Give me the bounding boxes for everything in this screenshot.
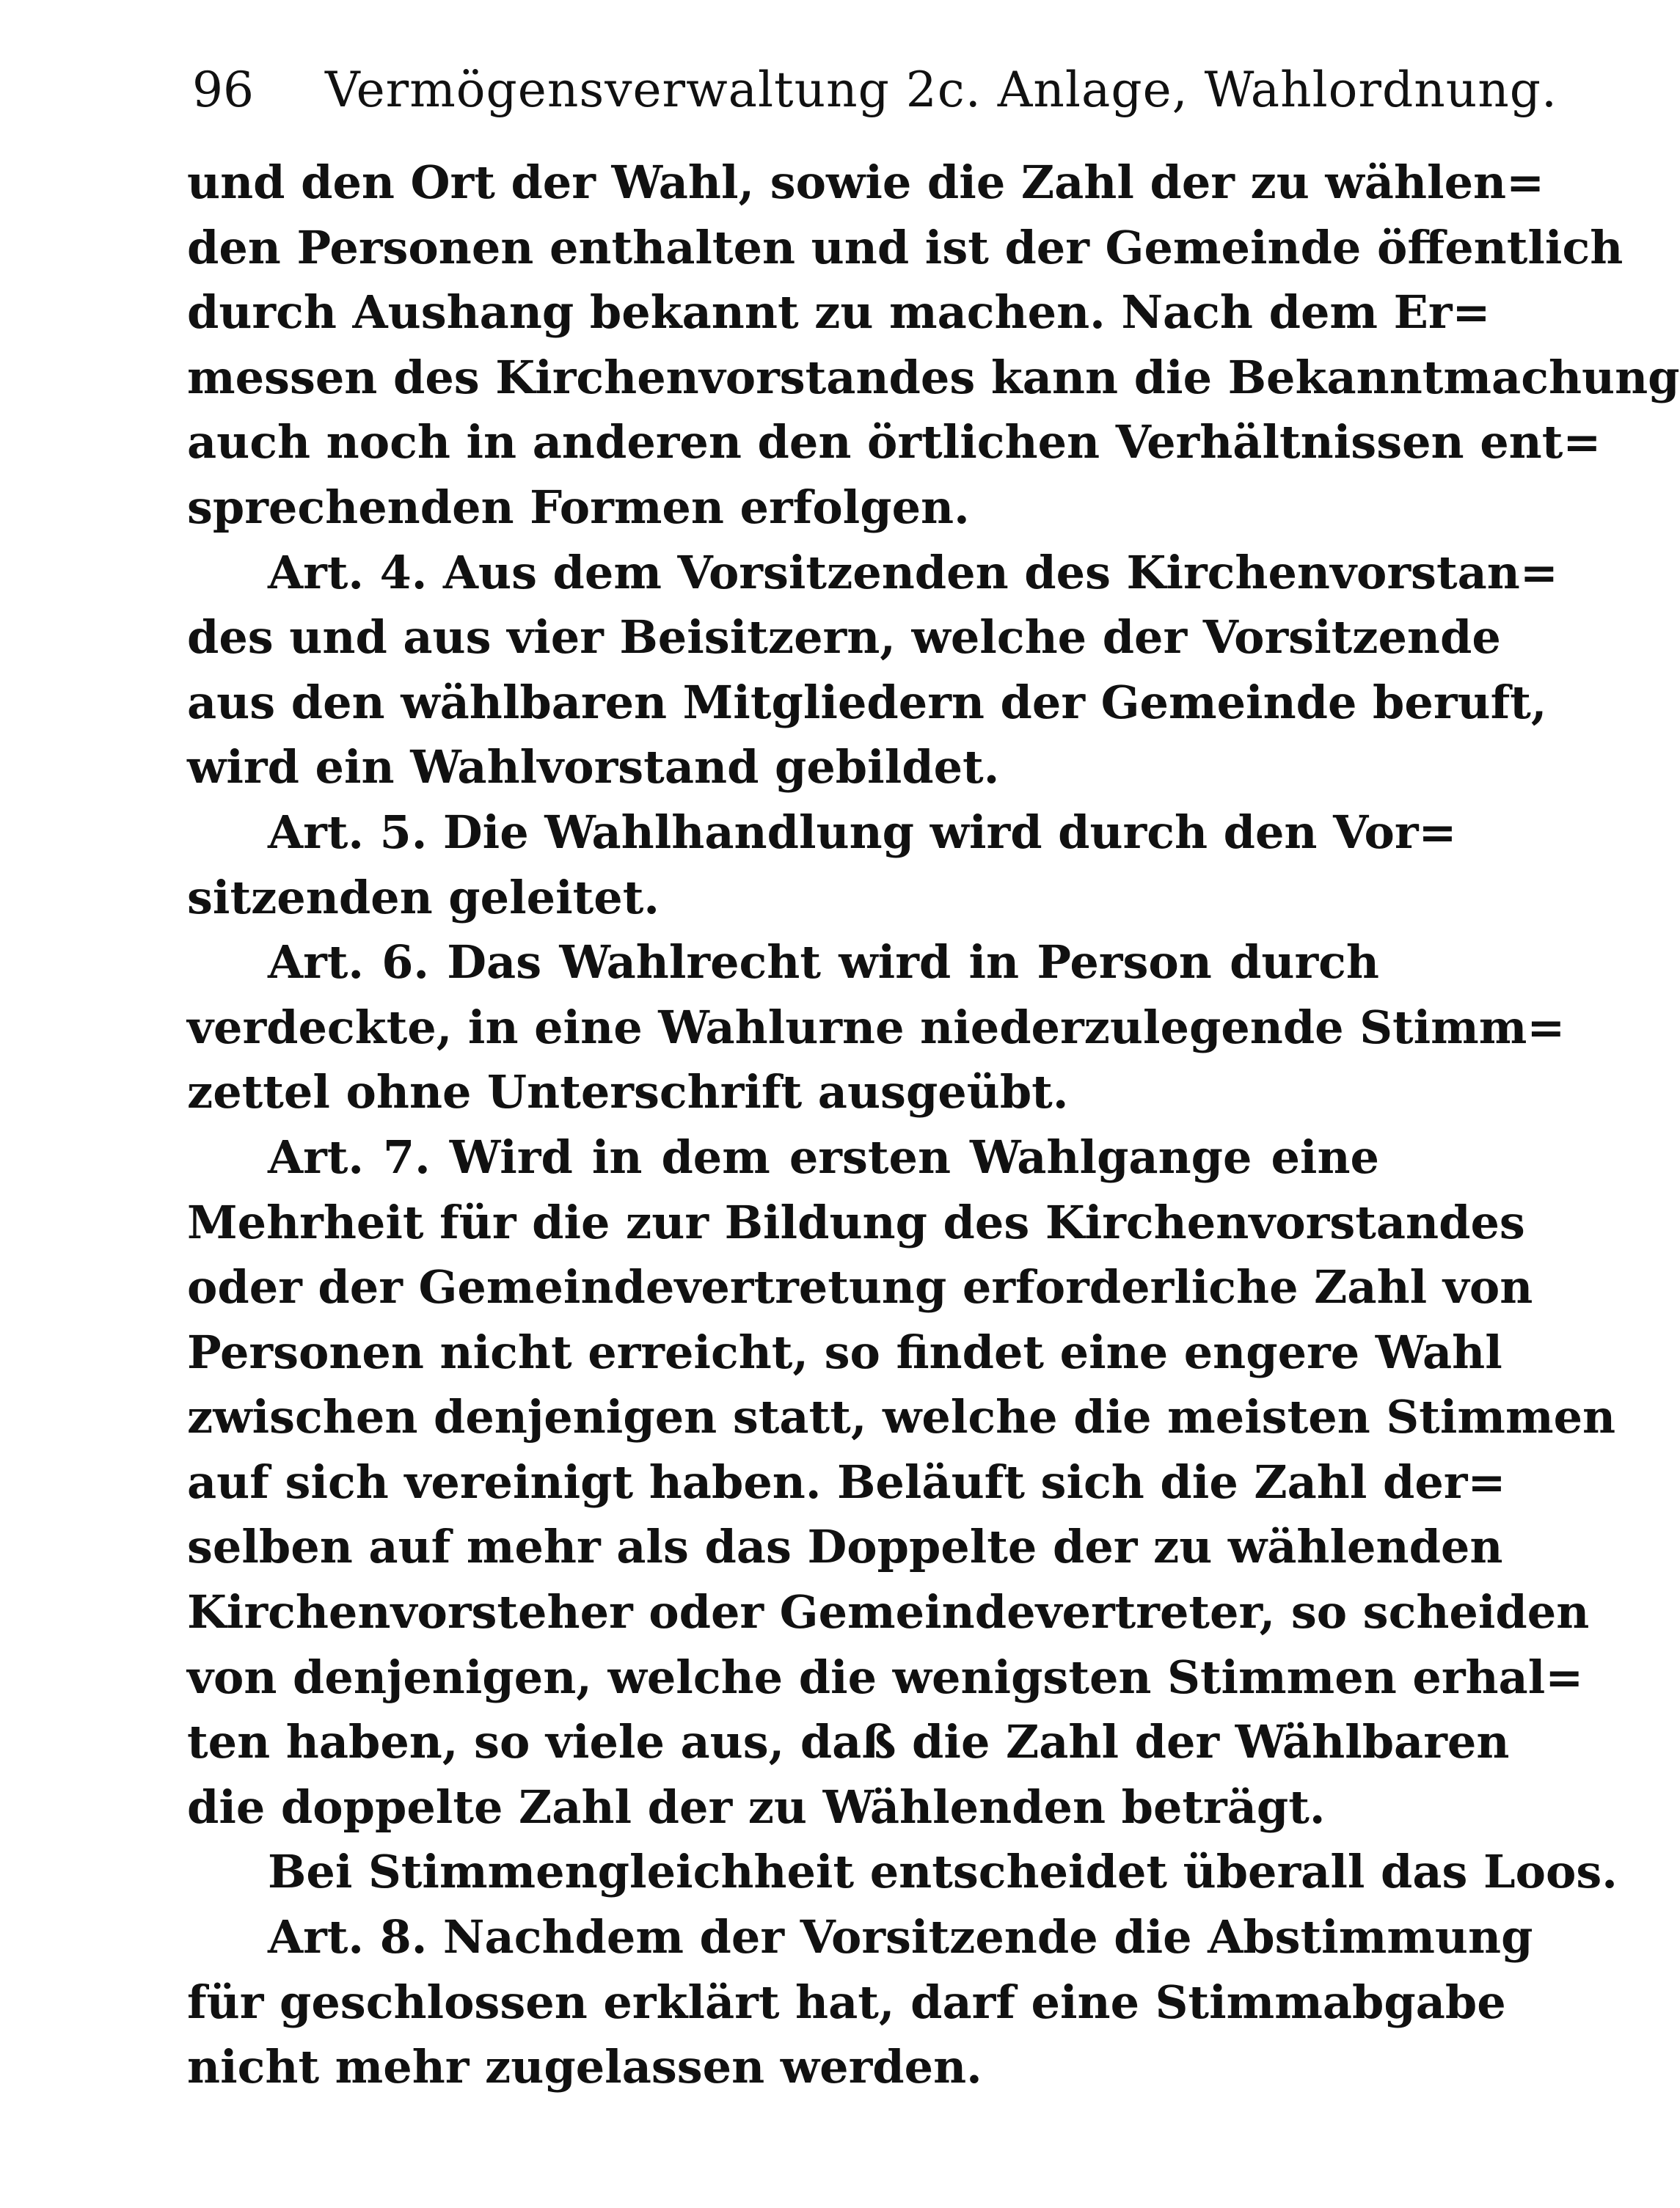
text-line: messen des Kirchenvorstandes kann die Bekanntmachung bbox=[187, 350, 1680, 404]
page-number: 96 bbox=[192, 62, 254, 118]
text-line: Personen nicht erreicht, so findet eine engere Wahl bbox=[187, 1325, 1502, 1379]
text-line: Kirchenvorsteher oder Gemeindevertreter, so scheiden bbox=[187, 1585, 1590, 1639]
text-line: aus den wählbaren Mitgliedern der Gemeinde beruft, bbox=[187, 675, 1547, 729]
running-title: Vermögensverwaltung 2c. Anlage, Wahlordnung. bbox=[324, 62, 1557, 118]
text-line: sitzenden geleitet. bbox=[187, 870, 660, 924]
text-line: Art. 5. Die Wahlhandlung wird durch den Vor= bbox=[268, 805, 1457, 859]
text-line: Art. 6. Das Wahlrecht wird in Person durch bbox=[268, 935, 1379, 990]
text-line: für geschlossen erklärt hat, darf eine Stimmabgabe bbox=[187, 1975, 1506, 2029]
text-line: auch noch in anderen den örtlichen Verhältnissen ent= bbox=[187, 415, 1602, 469]
text-line: selben auf mehr als das Doppelte der zu wählenden bbox=[187, 1520, 1503, 1574]
text-line: ten haben, so viele aus, daß die Zahl der Wählbaren bbox=[187, 1715, 1510, 1769]
text-line: nicht mehr zugelassen werden. bbox=[187, 2040, 982, 2094]
running-head bbox=[192, 57, 1557, 123]
text-line: Art. 8. Nachdem der Vorsitzende die Abstimmung bbox=[268, 1910, 1533, 1964]
text-line: von denjenigen, welche die wenigsten Stimmen erhal= bbox=[187, 1650, 1584, 1704]
text-line: Mehrheit für die zur Bildung des Kirchenvorstandes bbox=[187, 1195, 1525, 1249]
text-line: Art. 4. Aus dem Vorsitzenden des Kirchenvorstan= bbox=[268, 545, 1558, 599]
text-line: oder der Gemeindevertretung erforderliche Zahl von bbox=[187, 1260, 1533, 1315]
text-body bbox=[187, 150, 1680, 2100]
text-line: und den Ort der Wahl, sowie die Zahl der zu wählen= bbox=[187, 156, 1545, 209]
text-line: des und aus vier Beisitzern, welche der Vorsitzende bbox=[187, 610, 1501, 665]
text-line: Bei Stimmengleichheit entscheidet überall das Loos. bbox=[268, 1845, 1618, 1899]
text-line: zwischen denjenigen statt, welche die meisten Stimmen bbox=[187, 1390, 1616, 1444]
text-line: zettel ohne Unterschrift ausgeübt. bbox=[187, 1065, 1069, 1119]
text-line: die doppelte Zahl der zu Wählenden beträgt. bbox=[187, 1780, 1326, 1834]
text-line: Art. 7. Wird in dem ersten Wahlgange eine bbox=[268, 1130, 1379, 1184]
text-line: durch Aushang bekannt zu machen. Nach dem Er= bbox=[187, 285, 1491, 340]
text-line: verdeckte, in eine Wahlurne niederzulegende Stimm= bbox=[187, 1000, 1566, 1054]
text-line: auf sich vereinigt haben. Beläuft sich die Zahl der= bbox=[187, 1455, 1506, 1509]
text-line: wird ein Wahlvorstand gebildet. bbox=[187, 740, 1000, 794]
text-line: den Personen enthalten und ist der Gemeinde öffentlich bbox=[187, 220, 1624, 274]
text-line: sprechenden Formen erfolgen. bbox=[187, 480, 970, 534]
